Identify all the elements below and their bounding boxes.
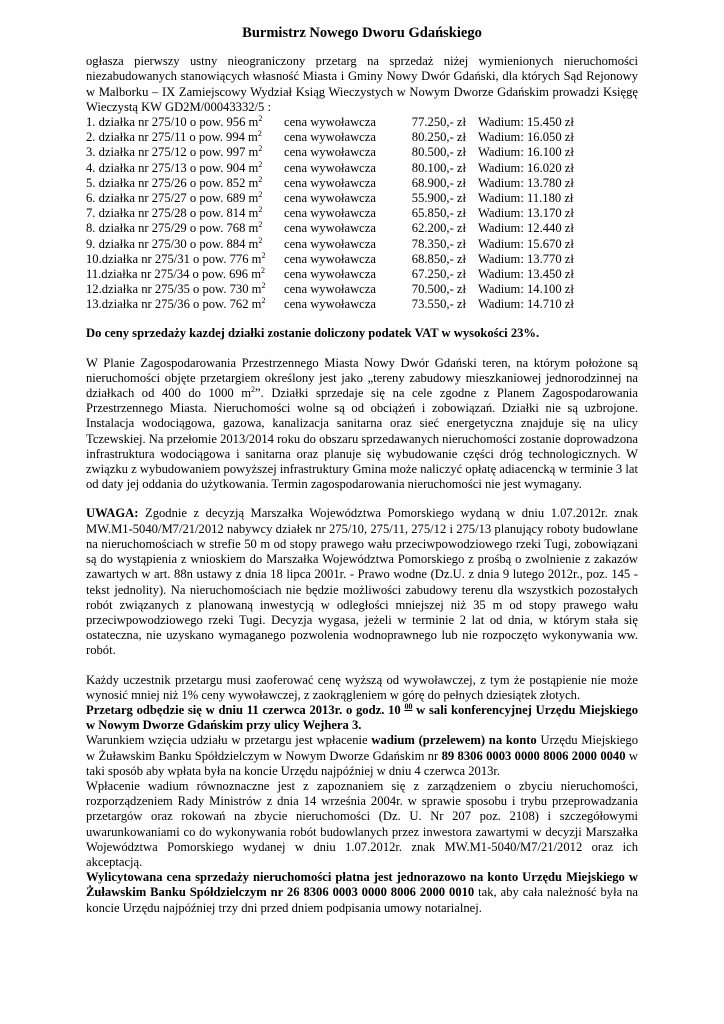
lot-wadium: Wadium: 16.020 zł (478, 160, 574, 175)
lot-price: 80.500,- zł (411, 145, 466, 160)
payment-paragraph: Wylicytowana cena sprzedaży nieruchomości płatna jest jednorazowo na konto Urzędu Miejskiego w Żuławskim Banku Spółdzielczym nr 26 8306 0003 0000 8006 2000 0010 tak, aby cała należność była na koncie Urzędu najpóźniej trzy dni przed dniem podpisania umowy notarialnej. (86, 870, 638, 915)
lot-label: 5. działka nr 275/26 o pow. 852 $m^2$ (86, 174, 263, 190)
page-title: Burmistrz Nowego Dworu Gdańskiego (242, 25, 482, 41)
lot-label: 4. działka nr 275/13 o pow. 904 $m^2$ (86, 159, 263, 175)
lot-label: 7. działka nr 275/28 o pow. 814 $m^2$ (86, 205, 263, 221)
lot-label: 8. działka nr 275/29 o pow. 768 $m^2$ (86, 220, 263, 236)
lot-price: 55.900,- zł (411, 190, 466, 205)
lot-price-label: cena wywoławcza (284, 266, 376, 281)
payment-account-info: Wylicytowana cena sprzedaży nieruchomości płatna jest jednorazowo na konto Urzędu Miejskiego w Żuławskim Banku Spółdzielczym nr 26 8306 0003 0000 8006 2000 0010 (86, 870, 638, 900)
lot-label: 3. działka nr 275/12 o pow. 997 $m^2$ (86, 144, 263, 160)
lot-price-label: cena wywoławcza (284, 282, 376, 297)
bid-rule-paragraph: Każdy uczestnik przetargu musi zaoferować cenę wyższą od wywoławczej, z tym że postąpienie nie może wynosić mniej niż 1% ceny wywoławczej, z zaokrągleniem w górę do pełnych dziesiątek złotych. (86, 672, 638, 702)
lot-wadium: Wadium: 14.710 zł (478, 297, 574, 312)
lot-price-label: cena wywoławcza (284, 206, 376, 221)
lot-wadium: Wadium: 16.100 zł (478, 145, 574, 160)
lot-price-label: cena wywoławcza (284, 115, 376, 130)
intro-paragraph: ogłasza pierwszy ustny nieograniczony przetarg na sprzedaż niżej wymienionych nieruchomości niezabudowanych stanowiących własność Miasta i Gminy Nowy Dwór Gdański, dla których Sąd Rejonowy w Malborku – IX Zamiejscowy Wydział Ksiąg Wieczystych w Nowym Dworze Gdańskim prowadzi Księgę Wieczystą KW GD2M/00043332/5 : (86, 54, 638, 114)
lot-wadium: Wadium: 13.770 zł (478, 251, 574, 266)
lot-wadium: Wadium: 13.780 zł (478, 175, 574, 190)
lot-price-label: cena wywoławcza (284, 175, 376, 190)
lot-row (86, 115, 638, 130)
lot-row (86, 221, 638, 236)
lot-price-label: cena wywoławcza (284, 251, 376, 266)
lot-row (86, 252, 638, 267)
lot-price: 68.850,- zł (411, 251, 466, 266)
lot-price-label: cena wywoławcza (284, 297, 376, 312)
lot-price-label: cena wywoławcza (284, 236, 376, 251)
lot-label: 10.działka nr 275/31 o pow. 776 $m^2$ (86, 250, 266, 266)
lot-price: 77.250,- zł (411, 115, 466, 130)
lot-price: 65.850,- zł (411, 206, 466, 221)
plan-paragraph: W Planie Zagospodarowania Przestrzennego Miasta Nowy Dwór Gdański teren, na którym położone są nieruchomości objęte przetargiem określony jest jako „tereny zabudowy mieszkaniowej jednorodzinnej na działkach od 400 do 1000 $m^2$”. Działki sprzedaje się na cele zgodne z Planem Zagospodarowania Przestrzennego Miasta. Nieruchomości wolne są od obciążeń i zobowiązań. Działki nie są uzbrojone. Instalacja wodociągowa, gazowa, kanalizacja sanitarna oraz sieć energetyczna znajduje się na ulicy Tczewskiej. Na przełomie 2013/2014 roku do obszaru sprzedawanych nieruchomości zostanie doprowadzona infrastruktura wodociągowa i sanitarna oraz planuje się wybudowanie części dróg technologicznych. W związku z wybudowaniem powyższej infrastruktury Gmina może naliczyć opłatę adiacencką w terminie 3 lat od daty jej oddania do użytkowania. Termin zagospodarowania nieruchomości nie jest wymagany. (86, 355, 639, 492)
lot-price: 80.100,- zł (411, 160, 466, 175)
wadium-account-number: 89 8306 0003 0000 8006 2000 0040 (441, 748, 626, 763)
lot-price: 62.200,- zł (411, 221, 466, 236)
lot-label: 9. działka nr 275/30 o pow. 884 $m^2$ (86, 235, 263, 251)
lot-label: 1. działka nr 275/10 o pow. 956 $m^2$ (86, 114, 263, 130)
lot-label: 12.działka nr 275/35 o pow. 730 $m^2$ (86, 281, 266, 297)
lot-label: 6. działka nr 275/27 o pow. 689 $m^2$ (86, 189, 263, 205)
lot-price-label: cena wywoławcza (284, 221, 376, 236)
lot-label: 11.działka nr 275/34 o pow. 696 $m^2$ (86, 265, 266, 281)
lot-price-label: cena wywoławcza (284, 160, 376, 175)
lot-row (86, 206, 638, 221)
lot-row (86, 176, 638, 191)
lot-price: 80.250,- zł (411, 130, 466, 145)
lots-list (86, 115, 638, 312)
lot-price: 67.250,- zł (411, 266, 466, 281)
lot-price: 70.500,- zł (411, 282, 466, 297)
lot-price: 73.550,- zł (411, 297, 466, 312)
vat-note: Do ceny sprzedaży kazdej działki zostanie doliczony podatek VAT w wysokości 23%. (86, 326, 540, 341)
lot-row (86, 161, 638, 176)
lot-price-label: cena wywoławcza (284, 145, 376, 160)
lot-wadium: Wadium: 16.050 zł (478, 130, 574, 145)
lot-wadium: Wadium: 13.170 zł (478, 206, 574, 221)
lot-wadium: Wadium: 15.450 zł (478, 115, 574, 130)
refund-paragraph: Wpłacenie wadium równoznaczne jest z zapoznaniem się z zarządzeniem o zbyciu nieruchomości, rozporządzeniem Rady Ministrów z dnia 14 września 2004r. w sprawie sposobu i trybu przeprowadzania przetargów oraz rokowań na zbycie nieruchomości (Dz. U. Nr 207 poz. 2108) i szczegółowymi uwarunkowaniami co do wykonywania robót budowlanych przez inwestora zawartymi w decyzji Marszałka Województwa Pomorskiego wydanej w dniu 1.07.2012r. znak MW.M1-5040/M7/21/2012 oraz ich akceptacją. (86, 778, 638, 869)
lot-row (86, 191, 638, 206)
lot-price-label: cena wywoławcza (284, 130, 376, 145)
lot-row (86, 130, 638, 145)
lot-row (86, 267, 638, 282)
conditions-paragraph: Warunkiem wzięcia udziału w przetargu jest wpłacenie wadium (przelewem) na konto Urzędu Miejskiego w Żuławskim Banku Spółdzielczym w Nowym Dworze Gdańskim nr 89 8306 0003 0000 8006 2000 0040 w taki sposób aby wpłata była na koncie Urzędu najpóźniej w dniu 4 czerwca 2013r. (86, 733, 639, 778)
lot-label: 2. działka nr 275/11 o pow. 994 $m^2$ (86, 129, 262, 145)
lot-row (86, 297, 638, 312)
lot-wadium: Wadium: 15.670 zł (478, 236, 574, 251)
lot-row (86, 282, 638, 297)
lot-wadium: Wadium: 14.100 zł (478, 282, 574, 297)
lot-wadium: Wadium: 12.440 zł (478, 221, 574, 236)
lot-wadium: Wadium: 13.450 zł (478, 266, 574, 281)
lot-row (86, 145, 638, 160)
lot-wadium: Wadium: 11.180 zł (478, 190, 574, 205)
lot-price: 78.350,- zł (411, 236, 466, 251)
lot-row (86, 237, 638, 252)
uwaga-paragraph: UWAGA: Zgodnie z decyzją Marszałka Województwa Pomorskiego wydaną w dniu 1.07.2012r. znak MW.M1-5040/M7/21/2012 nabywcy działek nr 275/10, 275/11, 275/12 i 275/13 planujący roboty budowlane na nieruchomościach w strefie 50 m od stopy prawego wału przeciwpowodziowego rzeki Tugi, zobowiązani są do wystąpienia z wnioskiem do Marszałka Województwa Pomorskiego z prośbą o zwolnienie z zakazów zawartych w art. 88n ustawy z dnia 18 lipca 2001r. - Prawo wodne (Dz.U. z dnia 9 lutego 2012r., poz. 145 - tekst jednolity). Na nieruchomościach nie będzie możliwości zabudowy terenu dla wszystkich pozostałych robót związanych z planowaną inwestycją w odległości mniejszej niż 35 m od stopy prawego wału przeciwpowodziowego rzeki Tugi. Decyzja wygasa, jeżeli w terminie 2 lat od dnia, w którym stała się ostateczna, nie uzyskano wymaganego pozwolenia wodnoprawnego lub nie rozpoczęto wykonywania ww. robót. (86, 506, 638, 658)
lot-price: 68.900,- zł (411, 175, 466, 190)
uwaga-label: UWAGA: (86, 506, 139, 521)
lot-label: 13.działka nr 275/36 o pow. 762 $m^2$ (86, 296, 266, 312)
lot-price-label: cena wywoławcza (284, 190, 376, 205)
auction-paragraph: Przetarg odbędzie się w dniu 11 czerwca 2013r. o godz. 10 $^{00}$ w sali konferencyjnej Urzędu Miejskiego w Nowym Dworze Gdańskim przy ulicy Wejhera 3. (86, 701, 638, 733)
